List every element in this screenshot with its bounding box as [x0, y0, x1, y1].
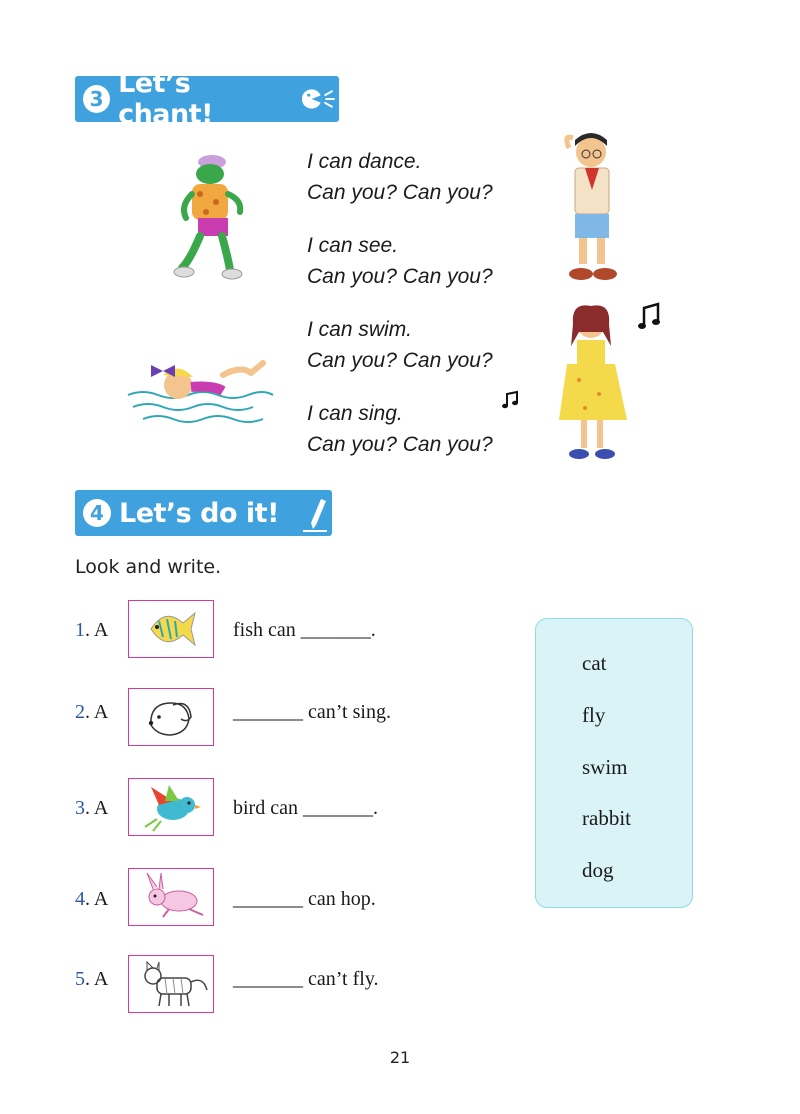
word-bank-item: swim	[582, 755, 628, 779]
bird-picture	[128, 778, 214, 836]
section-3-number: 3	[83, 85, 110, 113]
chant-line: Can you? Can you?	[307, 181, 493, 204]
dog-picture	[128, 688, 214, 746]
word-bank-item: cat	[582, 651, 607, 675]
word-bank-item: dog	[582, 858, 614, 882]
rabbit-picture	[128, 868, 214, 926]
speaking-face-icon	[300, 84, 339, 114]
chant-line: Can you? Can you?	[307, 265, 493, 288]
exercise-sentence: bird can _______.	[233, 797, 378, 819]
section-3-header	[75, 68, 339, 130]
cat-picture	[128, 955, 214, 1013]
boy-looking-illustration	[555, 128, 625, 288]
exercise-number: 3. A	[75, 797, 109, 819]
section-4-number: 4	[83, 499, 111, 527]
crocodile-dancing-illustration	[170, 150, 250, 285]
fish-picture	[128, 600, 214, 658]
music-note-icon	[636, 302, 664, 332]
word-bank-item: rabbit	[582, 806, 631, 830]
chant-line: Can you? Can you?	[307, 349, 493, 372]
section-4-header	[75, 490, 332, 536]
exercise-number: 4. A	[75, 888, 109, 910]
exercise-sentence: _______ can’t fly.	[233, 968, 379, 990]
music-note-small-icon	[501, 390, 521, 410]
section-3-title: Let’s chant!	[118, 68, 213, 130]
page-number: 21	[389, 1048, 411, 1067]
chant-line: I can swim.	[307, 318, 413, 341]
exercise-sentence: fish can _______.	[233, 619, 376, 641]
girl-swimming-illustration	[123, 345, 278, 430]
chant-line: Can you? Can you?	[307, 433, 493, 456]
pencil-writing-icon	[299, 493, 329, 533]
chant-line: I can see.	[307, 234, 399, 257]
chant-line: I can sing.	[307, 402, 403, 425]
exercise-number: 5. A	[75, 968, 109, 990]
instruction-text: Look and write.	[75, 556, 222, 578]
girl-singing-illustration	[555, 302, 630, 464]
exercise-sentence: _______ can hop.	[233, 888, 376, 910]
exercise-number: 2. A	[75, 701, 109, 723]
word-bank-item: fly	[582, 703, 606, 727]
chant-line: I can dance.	[307, 150, 422, 173]
exercise-number: 1. A	[75, 619, 109, 641]
exercise-sentence: _______ can’t sing.	[233, 701, 391, 723]
section-4-title: Let’s do it!	[119, 497, 279, 529]
word-bank	[535, 618, 693, 908]
